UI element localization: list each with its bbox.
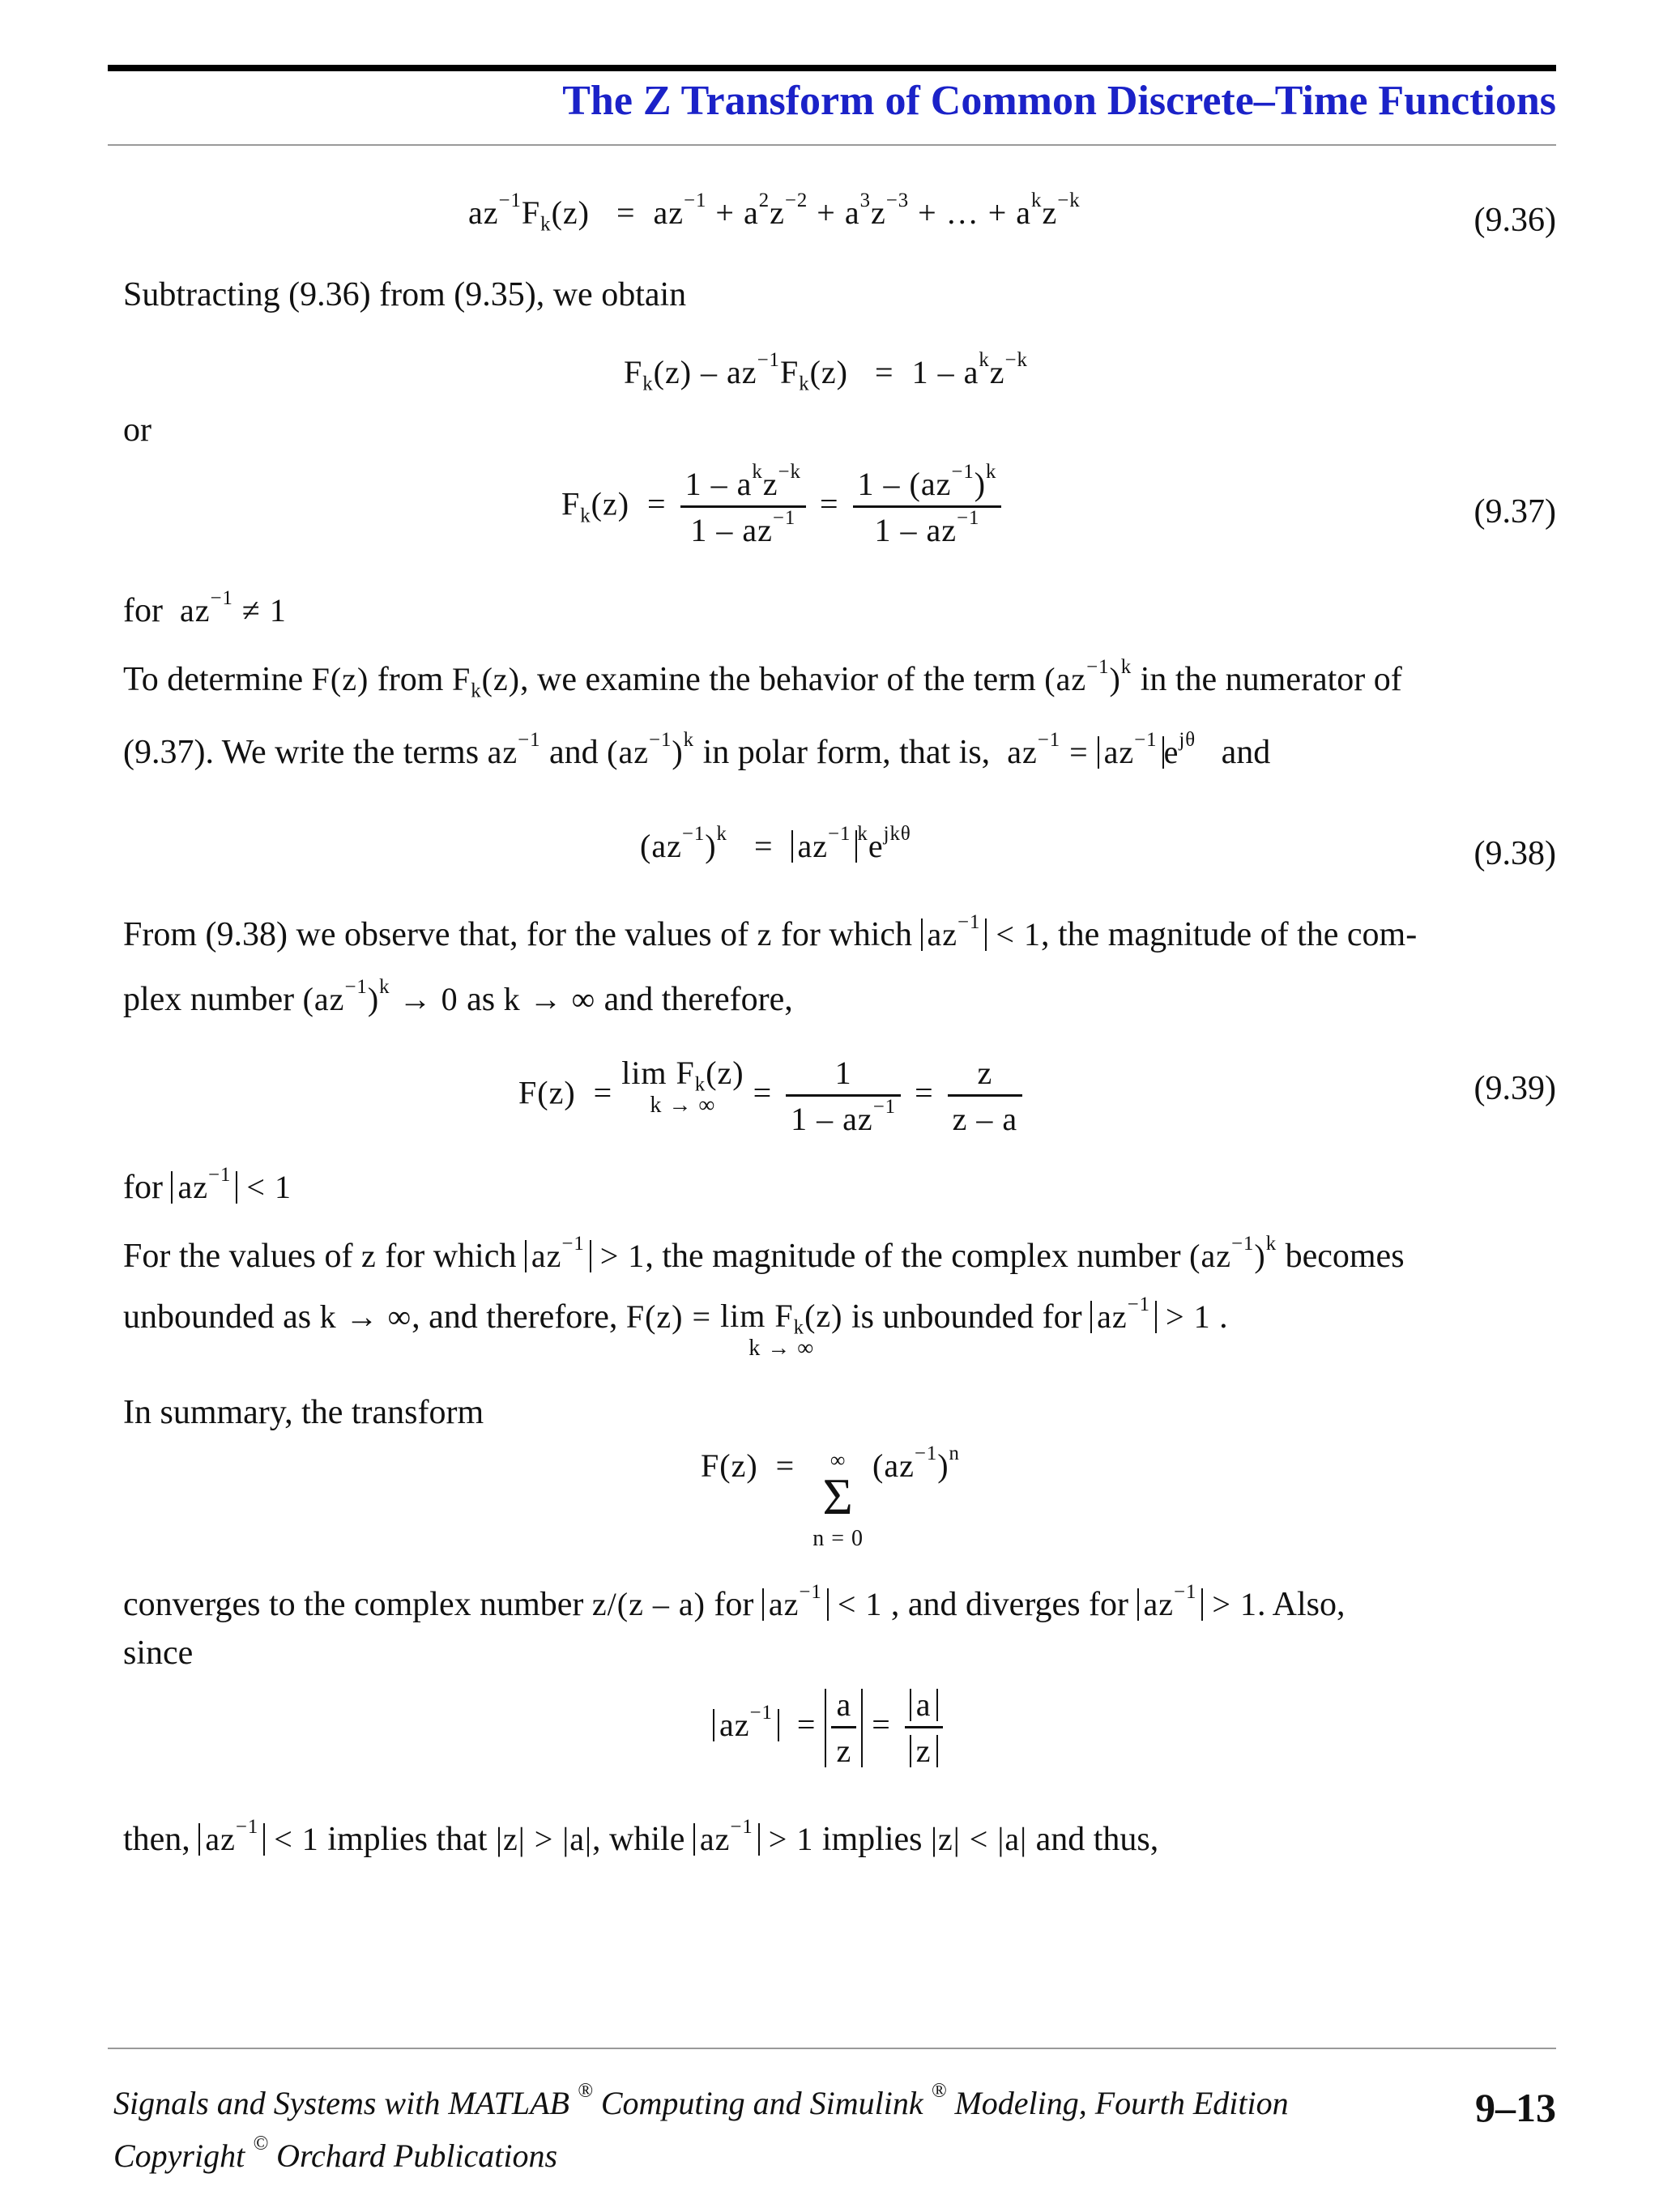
paragraph: From (9.38) we observe that, for the values of z for which $az^{-1} < 1$, the magnitude of the com- [123,910,1418,953]
equation-9-36: $az^{-1}F_k(z) = az^{-1} + a^2z^{-2} + a^3z^{-3}$ + … + $a^kz^{-k}$ [468,189,1081,236]
equation-subtraction: $F_k(z) - az^{-1}F_k(z) = 1 - a^kz^{-k}$ [624,348,1028,395]
footer-rule [108,2048,1556,2049]
paragraph: (9.37). We write the terms $az^{-1}$ and $(az^{-1})^k$ in polar form, that is, $az^{-1} = az^{-1}$ $e^{j\theta}$ and [123,728,1271,771]
equation-9-37: $F_k(z)$ = $\frac{1 - a^kz^{-k}}{1 - az^{-1}}$ = $\frac{1 - (az^{-1})^k}{1 - az^{-1}}$ [561,468,1006,547]
equation-number: (9.39) [1473,1070,1556,1107]
equation-summation: F(z) = ∞ Σ n = 0 $(az^{-1})^n$ [701,1442,960,1551]
paragraph: plex number $(az^{-1})^k \to 0$ as k → ∞ and therefore, [123,975,793,1018]
paragraph: Subtracting (9.36) from (9.35), we obtain [123,276,687,313]
paragraph: for $az^{-1} < 1$ [123,1163,292,1206]
paragraph: For the values of z for which $az^{-1} > 1$, the magnitude of the complex number $(az^{-1})^k$ becomes [123,1232,1405,1275]
equation-9-38: $(az^{-1})^k = az^{-1}$ $^ke^{jk\theta}$ [640,822,911,864]
paragraph: unbounded as k → ∞, and therefore, $F(z) = \lim F_k(z)$ k → ∞ is unbounded for $az^{-1} > 1$ . [123,1293,1228,1361]
equation-number: (9.36) [1473,202,1556,239]
footer-book-title: Signals and Systems with MATLAB ® Computing and Simulink ® Modeling, Fourth Edition [113,2079,1289,2121]
equation-9-39: $F(z) = \lim F_k(z)$ k → ∞ = $\frac{1}{1 - az^{-1}}$ = $\frac{z}{z - a}$ [518,1057,1027,1136]
equation-number: (9.38) [1473,835,1556,872]
page-title: The Z Transform of Common Discrete–Time Functions [562,78,1556,124]
paragraph: then, $az^{-1} < 1$ implies that |z| > |a|, while $az^{-1} > 1$ implies |z| < |a| and thus, [123,1815,1159,1858]
paragraph: or [123,411,151,449]
page-number: 9–13 [1475,2085,1556,2130]
paragraph: In summary, the transform [123,1394,484,1431]
paragraph: for $az^{-1} \ne 1$ [123,586,287,629]
paragraph: converges to the complex number z/(z – a) for $az^{-1} < 1$ , and diverges for $az^{-1} > 1$. Also, [123,1580,1346,1623]
header-rule-thick [108,65,1556,71]
paragraph: To determine F(z) from $F_k(z)$, we examine the behavior of the term $(az^{-1})^k$ in the numerator of [123,655,1402,702]
equation-magnitude: $az^{-1}$ = $\frac{a}{z}$ = $\frac{a}{z}$ [713,1689,948,1767]
equation-number: (9.37) [1473,493,1556,531]
header-rule-thin [108,144,1556,146]
paragraph: since [123,1634,194,1672]
footer-copyright: Copyright © Orchard Publications [113,2132,558,2174]
